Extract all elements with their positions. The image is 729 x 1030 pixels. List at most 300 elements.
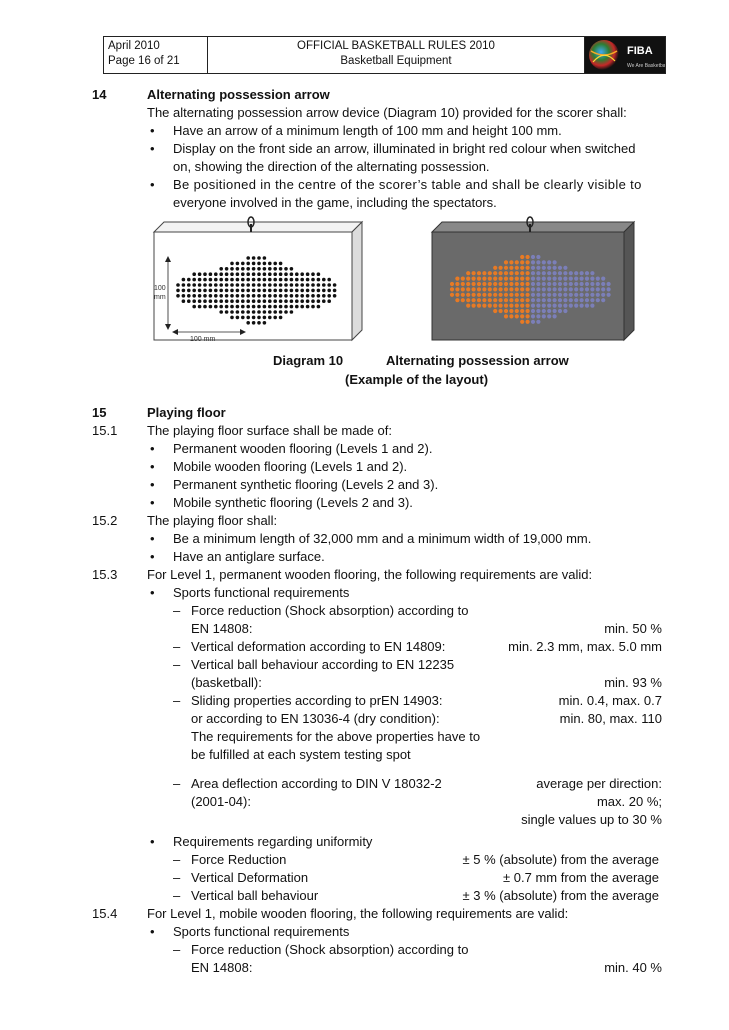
arrow-dot <box>466 298 470 302</box>
arrow-dot <box>279 283 283 287</box>
arrow-dot <box>574 277 578 281</box>
diagram-caption-number: Diagram 10 <box>273 353 344 368</box>
arrow-dot <box>499 304 503 308</box>
dash-icon: – <box>173 639 181 654</box>
arrow-dot <box>515 309 519 313</box>
arrow-dot <box>466 287 470 291</box>
arrow-dot <box>531 304 535 308</box>
arrow-dot <box>536 266 540 270</box>
arrow-dot <box>585 287 589 291</box>
arrow-dot <box>580 304 584 308</box>
arrow-dot <box>563 266 567 270</box>
arrow-dot <box>596 287 600 291</box>
arrow-dot <box>263 305 267 309</box>
arrow-dot <box>547 260 551 264</box>
arrow-dot <box>574 287 578 291</box>
arrow-dot <box>553 314 557 318</box>
bullet-icon: • <box>150 177 155 192</box>
arrow-dot <box>246 316 250 320</box>
arrow-dot <box>542 277 546 281</box>
arrow-dot <box>284 283 288 287</box>
arrow-dot <box>230 278 234 282</box>
req-ball-behaviour-b: (basketball): <box>191 675 262 690</box>
arrow-dot <box>295 305 299 309</box>
arrow-dot <box>214 278 218 282</box>
arrow-dot <box>306 289 310 293</box>
arrow-dot <box>574 271 578 275</box>
arrow-dot <box>241 294 245 298</box>
arrow-dot <box>236 310 240 314</box>
arrow-dot <box>273 283 277 287</box>
arrow-dot <box>531 287 535 291</box>
arrow-dot <box>466 304 470 308</box>
arrow-dot <box>607 293 611 297</box>
arrow-dot <box>295 272 299 276</box>
arrow-dot <box>553 298 557 302</box>
s14-bullet-1: Have an arrow of a minimum length of 100 mm and height 100 mm. <box>173 123 562 138</box>
arrow-dot <box>526 271 530 275</box>
arrow-dot <box>504 260 508 264</box>
arrow-dot <box>455 282 459 286</box>
arrow-dot <box>290 299 294 303</box>
arrow-dot <box>499 282 503 286</box>
arrow-dot <box>317 278 321 282</box>
arrow-dot <box>273 294 277 298</box>
arrow-dot <box>279 262 283 266</box>
arrow-dot <box>504 298 508 302</box>
arrow-dot <box>176 283 180 287</box>
arrow-dot <box>246 294 250 298</box>
arrow-dot <box>536 287 540 291</box>
arrow-dot <box>493 282 497 286</box>
arrow-dot <box>252 299 256 303</box>
arrow-dot <box>295 294 299 298</box>
arrow-dot <box>542 271 546 275</box>
arrow-dot <box>542 282 546 286</box>
arrow-dot <box>203 299 207 303</box>
arrow-dot <box>257 283 261 287</box>
arrow-dot <box>601 293 605 297</box>
section-15-title: Playing floor <box>147 405 226 420</box>
arrow-dot <box>526 266 530 270</box>
arrow-dot <box>596 282 600 286</box>
arrow-dot <box>279 267 283 271</box>
req-vertical-deformation-value: min. 2.3 mm, max. 5.0 mm <box>508 639 662 654</box>
arrow-dot <box>542 304 546 308</box>
arrow-dot <box>257 321 261 325</box>
arrow-dot <box>515 266 519 270</box>
arrow-dot <box>553 260 557 264</box>
uniformity-force-reduction-value: ± 5 % (absolute) from the average <box>462 852 659 867</box>
arrow-dot <box>263 321 267 325</box>
arrow-dot <box>499 298 503 302</box>
arrow-dot <box>236 299 240 303</box>
req-ball-behaviour-value: min. 93 % <box>604 675 662 690</box>
section-15-4-number: 15.4 <box>92 906 118 921</box>
mobile-force-reduction-a: Force reduction (Shock absorption) according to <box>191 942 469 957</box>
arrow-dot <box>482 271 486 275</box>
floor-type-4: Mobile synthetic flooring (Levels 2 and 3). <box>173 495 413 510</box>
arrow-dot <box>182 289 186 293</box>
arrow-dot <box>257 272 261 276</box>
arrow-dot <box>317 305 321 309</box>
arrow-dot <box>472 293 476 297</box>
arrow-dot <box>192 289 196 293</box>
arrow-dot <box>306 278 310 282</box>
arrow-dot <box>300 278 304 282</box>
arrow-dot <box>257 305 261 309</box>
arrow-dot <box>236 294 240 298</box>
arrow-dot <box>209 289 213 293</box>
arrow-dot <box>526 309 530 313</box>
arrow-dot <box>290 272 294 276</box>
arrow-dot <box>509 271 513 275</box>
arrow-dot <box>230 310 234 314</box>
arrow-dot <box>300 299 304 303</box>
arrow-dot <box>472 271 476 275</box>
arrow-dot <box>499 277 503 281</box>
arrow-dot <box>509 314 513 318</box>
arrow-dot <box>252 267 256 271</box>
arrow-dot <box>558 287 562 291</box>
req-area-deflection-value-3: single values up to 30 % <box>521 812 662 827</box>
arrow-dot <box>520 314 524 318</box>
arrow-dot <box>493 266 497 270</box>
arrow-dot <box>520 277 524 281</box>
arrow-dot <box>317 299 321 303</box>
arrow-dot <box>306 305 310 309</box>
arrow-dot <box>526 255 530 259</box>
arrow-dot <box>219 294 223 298</box>
arrow-dot <box>246 267 250 271</box>
arrow-dot <box>482 304 486 308</box>
arrow-dot <box>526 260 530 264</box>
arrow-dot <box>509 298 513 302</box>
arrow-dot <box>230 316 234 320</box>
arrow-dot <box>263 299 267 303</box>
arrow-dot <box>333 294 337 298</box>
arrow-dot <box>230 262 234 266</box>
arrow-dot <box>574 282 578 286</box>
arrow-dot <box>488 287 492 291</box>
arrow-dot <box>300 289 304 293</box>
arrow-dot <box>203 289 207 293</box>
arrow-dot <box>601 287 605 291</box>
arrow-dot <box>504 293 508 297</box>
arrow-dot <box>455 277 459 281</box>
arrow-dot <box>241 289 245 293</box>
arrow-dot <box>536 298 540 302</box>
arrow-dot <box>553 293 557 297</box>
arrow-dot <box>558 293 562 297</box>
dash-icon: – <box>173 776 181 791</box>
arrow-dot <box>580 271 584 275</box>
arrow-diagram <box>140 212 660 352</box>
arrow-dot <box>569 282 573 286</box>
arrow-dot <box>596 277 600 281</box>
section-15-2-number: 15.2 <box>92 513 118 528</box>
arrow-dot <box>236 316 240 320</box>
arrow-dot <box>182 294 186 298</box>
arrow-dot <box>241 316 245 320</box>
arrow-dot <box>504 314 508 318</box>
arrow-dot <box>203 294 207 298</box>
arrow-dot <box>273 262 277 266</box>
arrow-dot <box>214 272 218 276</box>
arrow-dot <box>327 278 331 282</box>
arrow-dot <box>580 293 584 297</box>
arrow-dot <box>542 314 546 318</box>
arrow-dot <box>219 305 223 309</box>
arrow-dot <box>504 266 508 270</box>
header-title: OFFICIAL BASKETBALL RULES 2010 <box>297 40 495 52</box>
arrow-dot <box>252 316 256 320</box>
arrow-dot <box>241 299 245 303</box>
arrow-dot <box>536 277 540 281</box>
arrow-dot <box>536 309 540 313</box>
arrow-dot <box>542 260 546 264</box>
arrow-dot <box>563 277 567 281</box>
arrow-dot <box>493 287 497 291</box>
arrow-dot <box>284 305 288 309</box>
arrow-dot <box>273 272 277 276</box>
arrow-dot <box>241 267 245 271</box>
arrow-dot <box>241 272 245 276</box>
arrow-dot <box>273 289 277 293</box>
arrow-dot <box>263 278 267 282</box>
page-header <box>103 36 666 74</box>
arrow-dot <box>574 304 578 308</box>
arrow-dot <box>311 299 315 303</box>
arrow-dot <box>547 271 551 275</box>
arrow-dot <box>601 277 605 281</box>
arrow-dot <box>553 304 557 308</box>
req-area-deflection-value-2: max. 20 %; <box>596 794 662 809</box>
arrow-dot <box>542 298 546 302</box>
arrow-dot <box>472 277 476 281</box>
arrow-dot <box>472 287 476 291</box>
arrow-dot <box>504 271 508 275</box>
arrow-dot <box>531 293 535 297</box>
arrow-dot <box>590 298 594 302</box>
arrow-dot <box>515 304 519 308</box>
arrow-dot <box>246 289 250 293</box>
arrow-dot <box>526 298 530 302</box>
arrow-dot <box>279 305 283 309</box>
arrow-dot <box>558 277 562 281</box>
arrow-dot <box>563 282 567 286</box>
arrow-dot <box>198 283 202 287</box>
s14-bullet-2a: Display on the front side an arrow, illuminated in bright red colour when switched <box>173 141 636 156</box>
bullet-icon: • <box>150 477 155 492</box>
arrow-dot <box>198 289 202 293</box>
arrow-dot <box>219 310 223 314</box>
arrow-dot <box>246 283 250 287</box>
arrow-dot <box>558 298 562 302</box>
arrow-dot <box>563 304 567 308</box>
arrow-dot <box>187 294 191 298</box>
arrow-dot <box>284 289 288 293</box>
arrow-dot <box>509 309 513 313</box>
arrow-dot <box>268 305 272 309</box>
arrow-dot <box>563 293 567 297</box>
header-page-number: Page 16 of 21 <box>108 55 180 67</box>
req-area-deflection-b: (2001-04): <box>191 794 251 809</box>
arrow-dot <box>580 287 584 291</box>
arrow-dot <box>225 283 229 287</box>
arrow-dot <box>284 310 288 314</box>
req-area-deflection-a: Area deflection according to DIN V 18032-2 <box>191 776 442 791</box>
arrow-dot <box>547 287 551 291</box>
arrow-dot <box>455 298 459 302</box>
arrow-dot <box>520 287 524 291</box>
arrow-dot <box>482 277 486 281</box>
arrow-dot <box>515 314 519 318</box>
arrow-dot <box>455 287 459 291</box>
arrow-dot <box>192 283 196 287</box>
arrow-dot <box>531 314 535 318</box>
arrow-dot <box>290 289 294 293</box>
arrow-dot <box>273 310 277 314</box>
arrow-dot <box>607 287 611 291</box>
dim-height-number: 100 <box>154 285 166 292</box>
arrow-dot <box>268 316 272 320</box>
bullet-icon: • <box>150 549 155 564</box>
arrow-dot <box>515 271 519 275</box>
arrow-dot <box>547 282 551 286</box>
uniformity-force-reduction: Force Reduction <box>191 852 287 867</box>
arrow-dot <box>263 289 267 293</box>
arrow-dot <box>461 282 465 286</box>
arrow-dot <box>317 283 321 287</box>
arrow-dot <box>536 320 540 324</box>
arrow-dot <box>279 294 283 298</box>
arrow-dot <box>520 260 524 264</box>
arrow-dot <box>182 283 186 287</box>
arrow-dot <box>482 293 486 297</box>
arrow-dot <box>590 293 594 297</box>
arrow-dot <box>526 277 530 281</box>
arrow-dot <box>236 278 240 282</box>
arrow-dot <box>477 304 481 308</box>
dim-height-unit: mm <box>154 294 166 301</box>
arrow-dot <box>225 305 229 309</box>
arrow-dot <box>257 310 261 314</box>
arrow-dot <box>279 299 283 303</box>
arrow-dot <box>488 304 492 308</box>
s14-bullet-2b: on, showing the direction of the alternating possession. <box>173 159 490 174</box>
arrow-dot <box>219 283 223 287</box>
arrow-dot <box>295 299 299 303</box>
arrow-dot <box>263 272 267 276</box>
arrow-dot <box>241 262 245 266</box>
arrow-dot <box>531 271 535 275</box>
bullet-icon: • <box>150 123 155 138</box>
arrow-dot <box>176 294 180 298</box>
section-15-3-number: 15.3 <box>92 567 118 582</box>
arrow-dot <box>252 289 256 293</box>
arrow-dot <box>553 309 557 313</box>
arrow-dot <box>268 278 272 282</box>
arrow-dot <box>607 282 611 286</box>
arrow-dot <box>488 282 492 286</box>
arrow-dot <box>569 271 573 275</box>
arrow-dot <box>284 278 288 282</box>
arrow-dot <box>268 262 272 266</box>
arrow-dot <box>553 287 557 291</box>
arrow-dot <box>493 293 497 297</box>
arrow-dot <box>311 283 315 287</box>
arrow-dot <box>214 294 218 298</box>
arrow-dot <box>515 260 519 264</box>
arrow-dot <box>241 310 245 314</box>
arrow-dot <box>322 278 326 282</box>
arrow-dot <box>569 298 573 302</box>
arrow-dot <box>488 277 492 281</box>
arrow-dot <box>515 277 519 281</box>
arrow-dot <box>236 305 240 309</box>
arrow-dot <box>257 267 261 271</box>
dash-icon: – <box>173 942 181 957</box>
uniformity-vertical-deformation: Vertical Deformation <box>191 870 309 885</box>
arrow-dot <box>563 309 567 313</box>
floor-requirement-antiglare: Have an antiglare surface. <box>173 549 325 564</box>
dash-icon: – <box>173 603 181 618</box>
arrow-dot <box>284 299 288 303</box>
arrow-dot <box>547 266 551 270</box>
arrow-dot <box>558 304 562 308</box>
arrow-dot <box>246 256 250 260</box>
arrow-dot <box>569 277 573 281</box>
arrow-dot <box>268 289 272 293</box>
arrow-dot <box>219 289 223 293</box>
arrow-dot <box>472 298 476 302</box>
arrow-dot <box>536 271 540 275</box>
sports-functional-heading: Sports functional requirements <box>173 585 350 600</box>
req-sliding-value-1: min. 0.4, max. 0.7 <box>558 693 662 708</box>
arrow-dot <box>450 287 454 291</box>
arrow-dot <box>520 293 524 297</box>
req-force-reduction-b: EN 14808: <box>191 621 253 636</box>
arrow-dot <box>306 272 310 276</box>
bullet-icon: • <box>150 585 155 600</box>
arrow-dot <box>526 320 530 324</box>
arrow-dot <box>477 277 481 281</box>
arrow-dot <box>450 293 454 297</box>
arrow-dot <box>466 293 470 297</box>
arrow-dot <box>246 278 250 282</box>
arrow-dot <box>317 294 321 298</box>
arrow-dot <box>246 299 250 303</box>
arrow-dot <box>273 305 277 309</box>
arrow-dot <box>504 277 508 281</box>
arrow-dot <box>214 283 218 287</box>
arrow-dot <box>569 287 573 291</box>
arrow-dot <box>198 294 202 298</box>
arrow-dot <box>574 298 578 302</box>
arrow-dot <box>263 310 267 314</box>
arrow-dot <box>311 278 315 282</box>
arrow-dot <box>553 282 557 286</box>
bullet-icon: • <box>150 924 155 939</box>
arrow-dot <box>509 293 513 297</box>
req-area-deflection-value-1: average per direction: <box>536 776 662 791</box>
arrow-dot <box>499 293 503 297</box>
arrow-dot <box>542 266 546 270</box>
arrow-dot <box>284 294 288 298</box>
arrow-dot <box>590 287 594 291</box>
req-sliding-a: Sliding properties according to prEN 14903: <box>191 693 443 708</box>
